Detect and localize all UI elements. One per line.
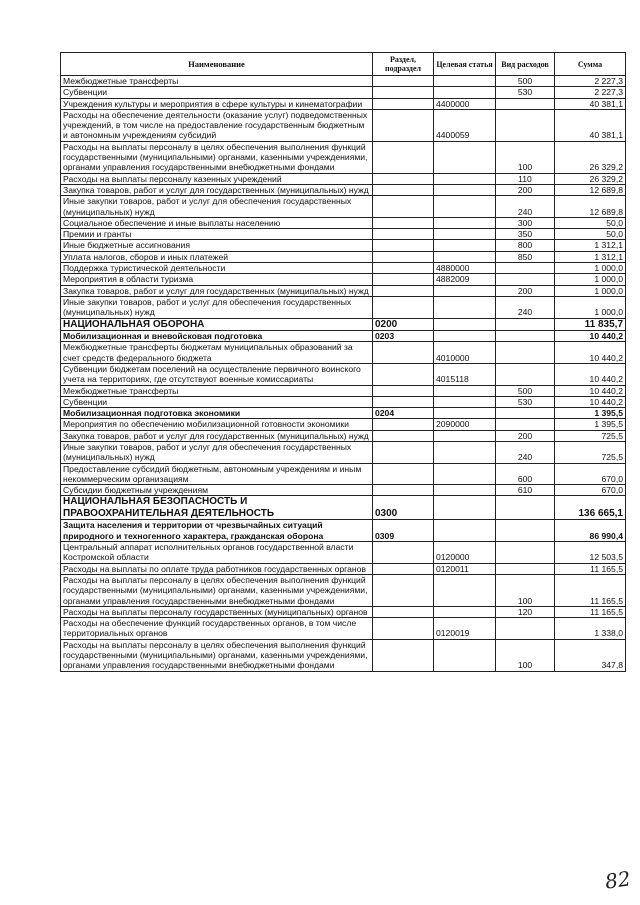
row-name: Расходы на обеспечение функций государственных органов, в том числе территориальных органов xyxy=(61,618,373,640)
table-row xyxy=(61,263,626,274)
row-section-code xyxy=(373,251,434,262)
row-sum: 347,8 xyxy=(555,639,626,671)
row-sum: 2 227,3 xyxy=(555,87,626,98)
table-row xyxy=(61,520,626,542)
row-expense-type xyxy=(496,618,555,640)
row-target-article xyxy=(434,229,496,240)
row-section-code xyxy=(373,430,434,441)
row-name: Закупка товаров, работ и услуг для государственных (муниципальных) нужд xyxy=(61,430,373,441)
row-section-code xyxy=(373,342,434,364)
row-target-article xyxy=(434,396,496,407)
table-row xyxy=(61,184,626,195)
row-name: НАЦИОНАЛЬНАЯ БЕЗОПАСНОСТЬ И ПРАВООХРАНИТЕЛЬНАЯ ДЕЯТЕЛЬНОСТЬ xyxy=(61,496,373,520)
row-expense-type: 500 xyxy=(496,385,555,396)
table-row xyxy=(61,98,626,109)
row-target-article xyxy=(434,331,496,342)
table-row xyxy=(61,408,626,419)
row-expense-type xyxy=(496,109,555,141)
row-name: Межбюджетные трансферты бюджетам муниципальных образований за счет средств федерального бюджета xyxy=(61,342,373,364)
row-sum: 1 395,5 xyxy=(555,419,626,430)
row-name: Субвенции xyxy=(61,87,373,98)
row-sum: 1 000,0 xyxy=(555,263,626,274)
row-sum: 10 440,2 xyxy=(555,363,626,385)
row-section-code xyxy=(373,296,434,318)
row-name: Премии и гранты xyxy=(61,229,373,240)
row-sum: 11 165,5 xyxy=(555,563,626,574)
row-section-code xyxy=(373,285,434,296)
row-sum: 725,5 xyxy=(555,430,626,441)
table-row xyxy=(61,251,626,262)
row-expense-type: 100 xyxy=(496,639,555,671)
row-expense-type: 240 xyxy=(496,296,555,318)
row-sum: 1 000,0 xyxy=(555,285,626,296)
row-section-code xyxy=(373,87,434,98)
table-row xyxy=(61,173,626,184)
row-expense-type: 110 xyxy=(496,173,555,184)
row-target-article: 4882009 xyxy=(434,274,496,285)
row-expense-type: 240 xyxy=(496,442,555,464)
row-target-article xyxy=(434,408,496,419)
table-row xyxy=(61,240,626,251)
table-row xyxy=(61,574,626,606)
row-section-code xyxy=(373,574,434,606)
row-sum: 1 312,1 xyxy=(555,251,626,262)
row-target-article xyxy=(434,496,496,520)
row-target-article xyxy=(434,217,496,228)
row-expense-type: 200 xyxy=(496,430,555,441)
row-expense-type: 100 xyxy=(496,574,555,606)
row-sum: 50,0 xyxy=(555,229,626,240)
table-row xyxy=(61,442,626,464)
row-section-code xyxy=(373,419,434,430)
row-name: Мероприятия в области туризма xyxy=(61,274,373,285)
row-expense-type: 120 xyxy=(496,606,555,617)
table-row xyxy=(61,318,626,331)
row-sum: 10 440,2 xyxy=(555,331,626,342)
row-sum: 1 395,5 xyxy=(555,408,626,419)
row-target-article xyxy=(434,520,496,542)
row-target-article xyxy=(434,240,496,251)
row-section-code xyxy=(373,542,434,564)
row-section-code xyxy=(373,76,434,87)
budget-table xyxy=(60,52,626,672)
row-target-article xyxy=(434,385,496,396)
row-target-article: 0120011 xyxy=(434,563,496,574)
row-sum: 12 689,8 xyxy=(555,196,626,218)
row-target-article: 4010000 xyxy=(434,342,496,364)
row-section-code: 0203 xyxy=(373,331,434,342)
row-name: Расходы на выплаты персоналу казенных учреждений xyxy=(61,173,373,184)
row-target-article xyxy=(434,76,496,87)
row-name: Межбюджетные трансферты xyxy=(61,385,373,396)
row-expense-type: 850 xyxy=(496,251,555,262)
table-row xyxy=(61,363,626,385)
row-section-code: 0300 xyxy=(373,496,434,520)
row-sum: 1 000,0 xyxy=(555,296,626,318)
row-expense-type xyxy=(496,318,555,331)
header-type: Вид расходов xyxy=(496,53,555,76)
row-section-code: 0204 xyxy=(373,408,434,419)
row-name: Поддержка туристической деятельности xyxy=(61,263,373,274)
row-expense-type xyxy=(496,363,555,385)
row-section-code: 0200 xyxy=(373,318,434,331)
row-section-code xyxy=(373,485,434,496)
table-row xyxy=(61,485,626,496)
row-expense-type xyxy=(496,331,555,342)
row-sum: 2 227,3 xyxy=(555,76,626,87)
row-target-article xyxy=(434,463,496,485)
row-section-code xyxy=(373,385,434,396)
row-expense-type xyxy=(496,263,555,274)
row-name: Расходы на выплаты персоналу государственных (муниципальных) органов xyxy=(61,606,373,617)
row-section-code xyxy=(373,141,434,173)
table-row xyxy=(61,542,626,564)
row-expense-type: 200 xyxy=(496,285,555,296)
row-section-code xyxy=(373,639,434,671)
table-row xyxy=(61,274,626,285)
row-section-code xyxy=(373,184,434,195)
row-section-code xyxy=(373,240,434,251)
row-expense-type: 200 xyxy=(496,184,555,195)
row-expense-type xyxy=(496,542,555,564)
row-name: Закупка товаров, работ и услуг для государственных (муниципальных) нужд xyxy=(61,285,373,296)
row-sum: 50,0 xyxy=(555,217,626,228)
row-expense-type xyxy=(496,342,555,364)
row-expense-type xyxy=(496,98,555,109)
row-name: Расходы на выплаты по оплате труда работников государственных органов xyxy=(61,563,373,574)
row-name: Закупка товаров, работ и услуг для государственных (муниципальных) нужд xyxy=(61,184,373,195)
table-row xyxy=(61,606,626,617)
table-row xyxy=(61,385,626,396)
row-sum: 12 689,8 xyxy=(555,184,626,195)
row-name: Предоставление субсидий бюджетным, автономным учреждениям и иным некоммерческим организациям xyxy=(61,463,373,485)
row-section-code xyxy=(373,463,434,485)
row-section-code xyxy=(373,606,434,617)
row-expense-type: 350 xyxy=(496,229,555,240)
table-row xyxy=(61,296,626,318)
row-name: НАЦИОНАЛЬНАЯ ОБОРОНА xyxy=(61,318,373,331)
row-name: Расходы на выплаты персоналу в целях обеспечения выполнения функций государственными (муниципальными) органами, казенными учреждениями, органами управления государственными внебюджетными фондами xyxy=(61,574,373,606)
row-target-article xyxy=(434,196,496,218)
table-row xyxy=(61,430,626,441)
table-row xyxy=(61,496,626,520)
row-section-code xyxy=(373,442,434,464)
row-target-article: 0120019 xyxy=(434,618,496,640)
row-section-code xyxy=(373,396,434,407)
row-target-article: 4015118 xyxy=(434,363,496,385)
row-target-article xyxy=(434,442,496,464)
row-expense-type xyxy=(496,520,555,542)
row-name: Иные бюджетные ассигнования xyxy=(61,240,373,251)
header-name: Наименование xyxy=(61,53,373,76)
table-row xyxy=(61,396,626,407)
row-name: Уплата налогов, сборов и иных платежей xyxy=(61,251,373,262)
row-expense-type xyxy=(496,274,555,285)
row-expense-type: 600 xyxy=(496,463,555,485)
row-expense-type: 300 xyxy=(496,217,555,228)
row-section-code xyxy=(373,563,434,574)
row-sum: 11 165,5 xyxy=(555,574,626,606)
row-sum: 1 312,1 xyxy=(555,240,626,251)
row-sum: 26 329,2 xyxy=(555,173,626,184)
row-target-article: 4400000 xyxy=(434,98,496,109)
table-row xyxy=(61,563,626,574)
row-expense-type: 800 xyxy=(496,240,555,251)
row-sum: 12 503,5 xyxy=(555,542,626,564)
row-sum: 10 440,2 xyxy=(555,342,626,364)
row-sum: 86 990,4 xyxy=(555,520,626,542)
row-expense-type: 530 xyxy=(496,396,555,407)
row-target-article xyxy=(434,574,496,606)
row-sum: 670,0 xyxy=(555,463,626,485)
row-name: Иные закупки товаров, работ и услуг для обеспечения государственных (муниципальных) нужд xyxy=(61,296,373,318)
row-section-code xyxy=(373,263,434,274)
row-sum: 40 381,1 xyxy=(555,109,626,141)
row-section-code xyxy=(373,274,434,285)
row-target-article: 2090000 xyxy=(434,419,496,430)
row-sum: 1 000,0 xyxy=(555,274,626,285)
row-section-code xyxy=(373,363,434,385)
header-section: Раздел, подраздел xyxy=(373,53,434,76)
row-sum: 26 329,2 xyxy=(555,141,626,173)
table-row xyxy=(61,331,626,342)
row-name: Межбюджетные трансферты xyxy=(61,76,373,87)
table-row xyxy=(61,639,626,671)
row-section-code xyxy=(373,217,434,228)
row-sum: 670,0 xyxy=(555,485,626,496)
row-name: Мобилизационная подготовка экономики xyxy=(61,408,373,419)
row-expense-type xyxy=(496,408,555,419)
row-sum: 10 440,2 xyxy=(555,385,626,396)
row-name: Социальное обеспечение и иные выплаты населению xyxy=(61,217,373,228)
row-name: Иные закупки товаров, работ и услуг для обеспечения государственных (муниципальных) нужд xyxy=(61,196,373,218)
row-target-article xyxy=(434,485,496,496)
table-row xyxy=(61,196,626,218)
table-row xyxy=(61,109,626,141)
row-section-code xyxy=(373,173,434,184)
row-expense-type: 100 xyxy=(496,141,555,173)
row-name: Мероприятия по обеспечению мобилизационной готовности экономики xyxy=(61,419,373,430)
row-expense-type: 240 xyxy=(496,196,555,218)
row-name: Субвенции бюджетам поселений на осуществление первичного воинского учета на территориях, где отсутствуют военные комиссариаты xyxy=(61,363,373,385)
table-row xyxy=(61,229,626,240)
row-expense-type xyxy=(496,496,555,520)
row-name: Защита населения и территории от чрезвычайных ситуаций природного и техногенного характера, гражданская оборона xyxy=(61,520,373,542)
row-target-article: 4400059 xyxy=(434,109,496,141)
row-name: Субсидии бюджетным учреждениям xyxy=(61,485,373,496)
row-sum: 1 338,0 xyxy=(555,618,626,640)
row-sum: 11 835,7 xyxy=(555,318,626,331)
row-target-article xyxy=(434,318,496,331)
row-target-article xyxy=(434,184,496,195)
row-name: Расходы на выплаты персоналу в целях обеспечения выполнения функций государственными (муниципальными) органами, казенными учреждениями, органами управления государственными внебюджетными фондами xyxy=(61,639,373,671)
table-header-row xyxy=(61,53,626,76)
row-expense-type: 500 xyxy=(496,76,555,87)
table-row xyxy=(61,419,626,430)
row-name: Расходы на обеспечение деятельности (оказание услуг) подведомственных учреждений, в том числе на предоставление государственным бюджетным и автономным учреждениям субсидий xyxy=(61,109,373,141)
row-section-code xyxy=(373,109,434,141)
row-sum: 136 665,1 xyxy=(555,496,626,520)
row-name: Учреждения культуры и мероприятия в сфере культуры и кинематографии xyxy=(61,98,373,109)
table-row xyxy=(61,87,626,98)
row-target-article xyxy=(434,251,496,262)
row-section-code xyxy=(373,618,434,640)
row-target-article xyxy=(434,87,496,98)
row-name: Субвенции xyxy=(61,396,373,407)
row-section-code xyxy=(373,196,434,218)
row-target-article xyxy=(434,296,496,318)
header-sum: Сумма xyxy=(555,53,626,76)
table-row xyxy=(61,618,626,640)
row-name: Расходы на выплаты персоналу в целях обеспечения выполнения функций государственными (муниципальными) органами, казенными учреждениями, органами управления государственными внебюджетными фондами xyxy=(61,141,373,173)
row-sum: 40 381,1 xyxy=(555,98,626,109)
row-target-article xyxy=(434,639,496,671)
row-expense-type xyxy=(496,563,555,574)
row-section-code xyxy=(373,229,434,240)
row-target-article xyxy=(434,141,496,173)
row-sum: 725,5 xyxy=(555,442,626,464)
row-sum: 10 440,2 xyxy=(555,396,626,407)
row-target-article xyxy=(434,606,496,617)
row-name: Мобилизационная и вневойсковая подготовка xyxy=(61,331,373,342)
row-target-article: 4880000 xyxy=(434,263,496,274)
row-sum: 11 165,5 xyxy=(555,606,626,617)
row-target-article xyxy=(434,430,496,441)
table-row xyxy=(61,217,626,228)
table-row xyxy=(61,285,626,296)
row-target-article xyxy=(434,173,496,184)
row-name: Центральный аппарат исполнительных органов государственной власти Костромской области xyxy=(61,542,373,564)
row-section-code: 0309 xyxy=(373,520,434,542)
page-number: 82 xyxy=(603,866,632,894)
row-target-article: 0120000 xyxy=(434,542,496,564)
table-row xyxy=(61,463,626,485)
row-expense-type: 530 xyxy=(496,87,555,98)
table-row xyxy=(61,141,626,173)
row-expense-type xyxy=(496,419,555,430)
row-target-article xyxy=(434,285,496,296)
table-row xyxy=(61,342,626,364)
row-section-code xyxy=(373,98,434,109)
row-expense-type: 610 xyxy=(496,485,555,496)
row-name: Иные закупки товаров, работ и услуг для обеспечения государственных (муниципальных) нужд xyxy=(61,442,373,464)
table-row xyxy=(61,76,626,87)
header-target: Целевая статья xyxy=(434,53,496,76)
